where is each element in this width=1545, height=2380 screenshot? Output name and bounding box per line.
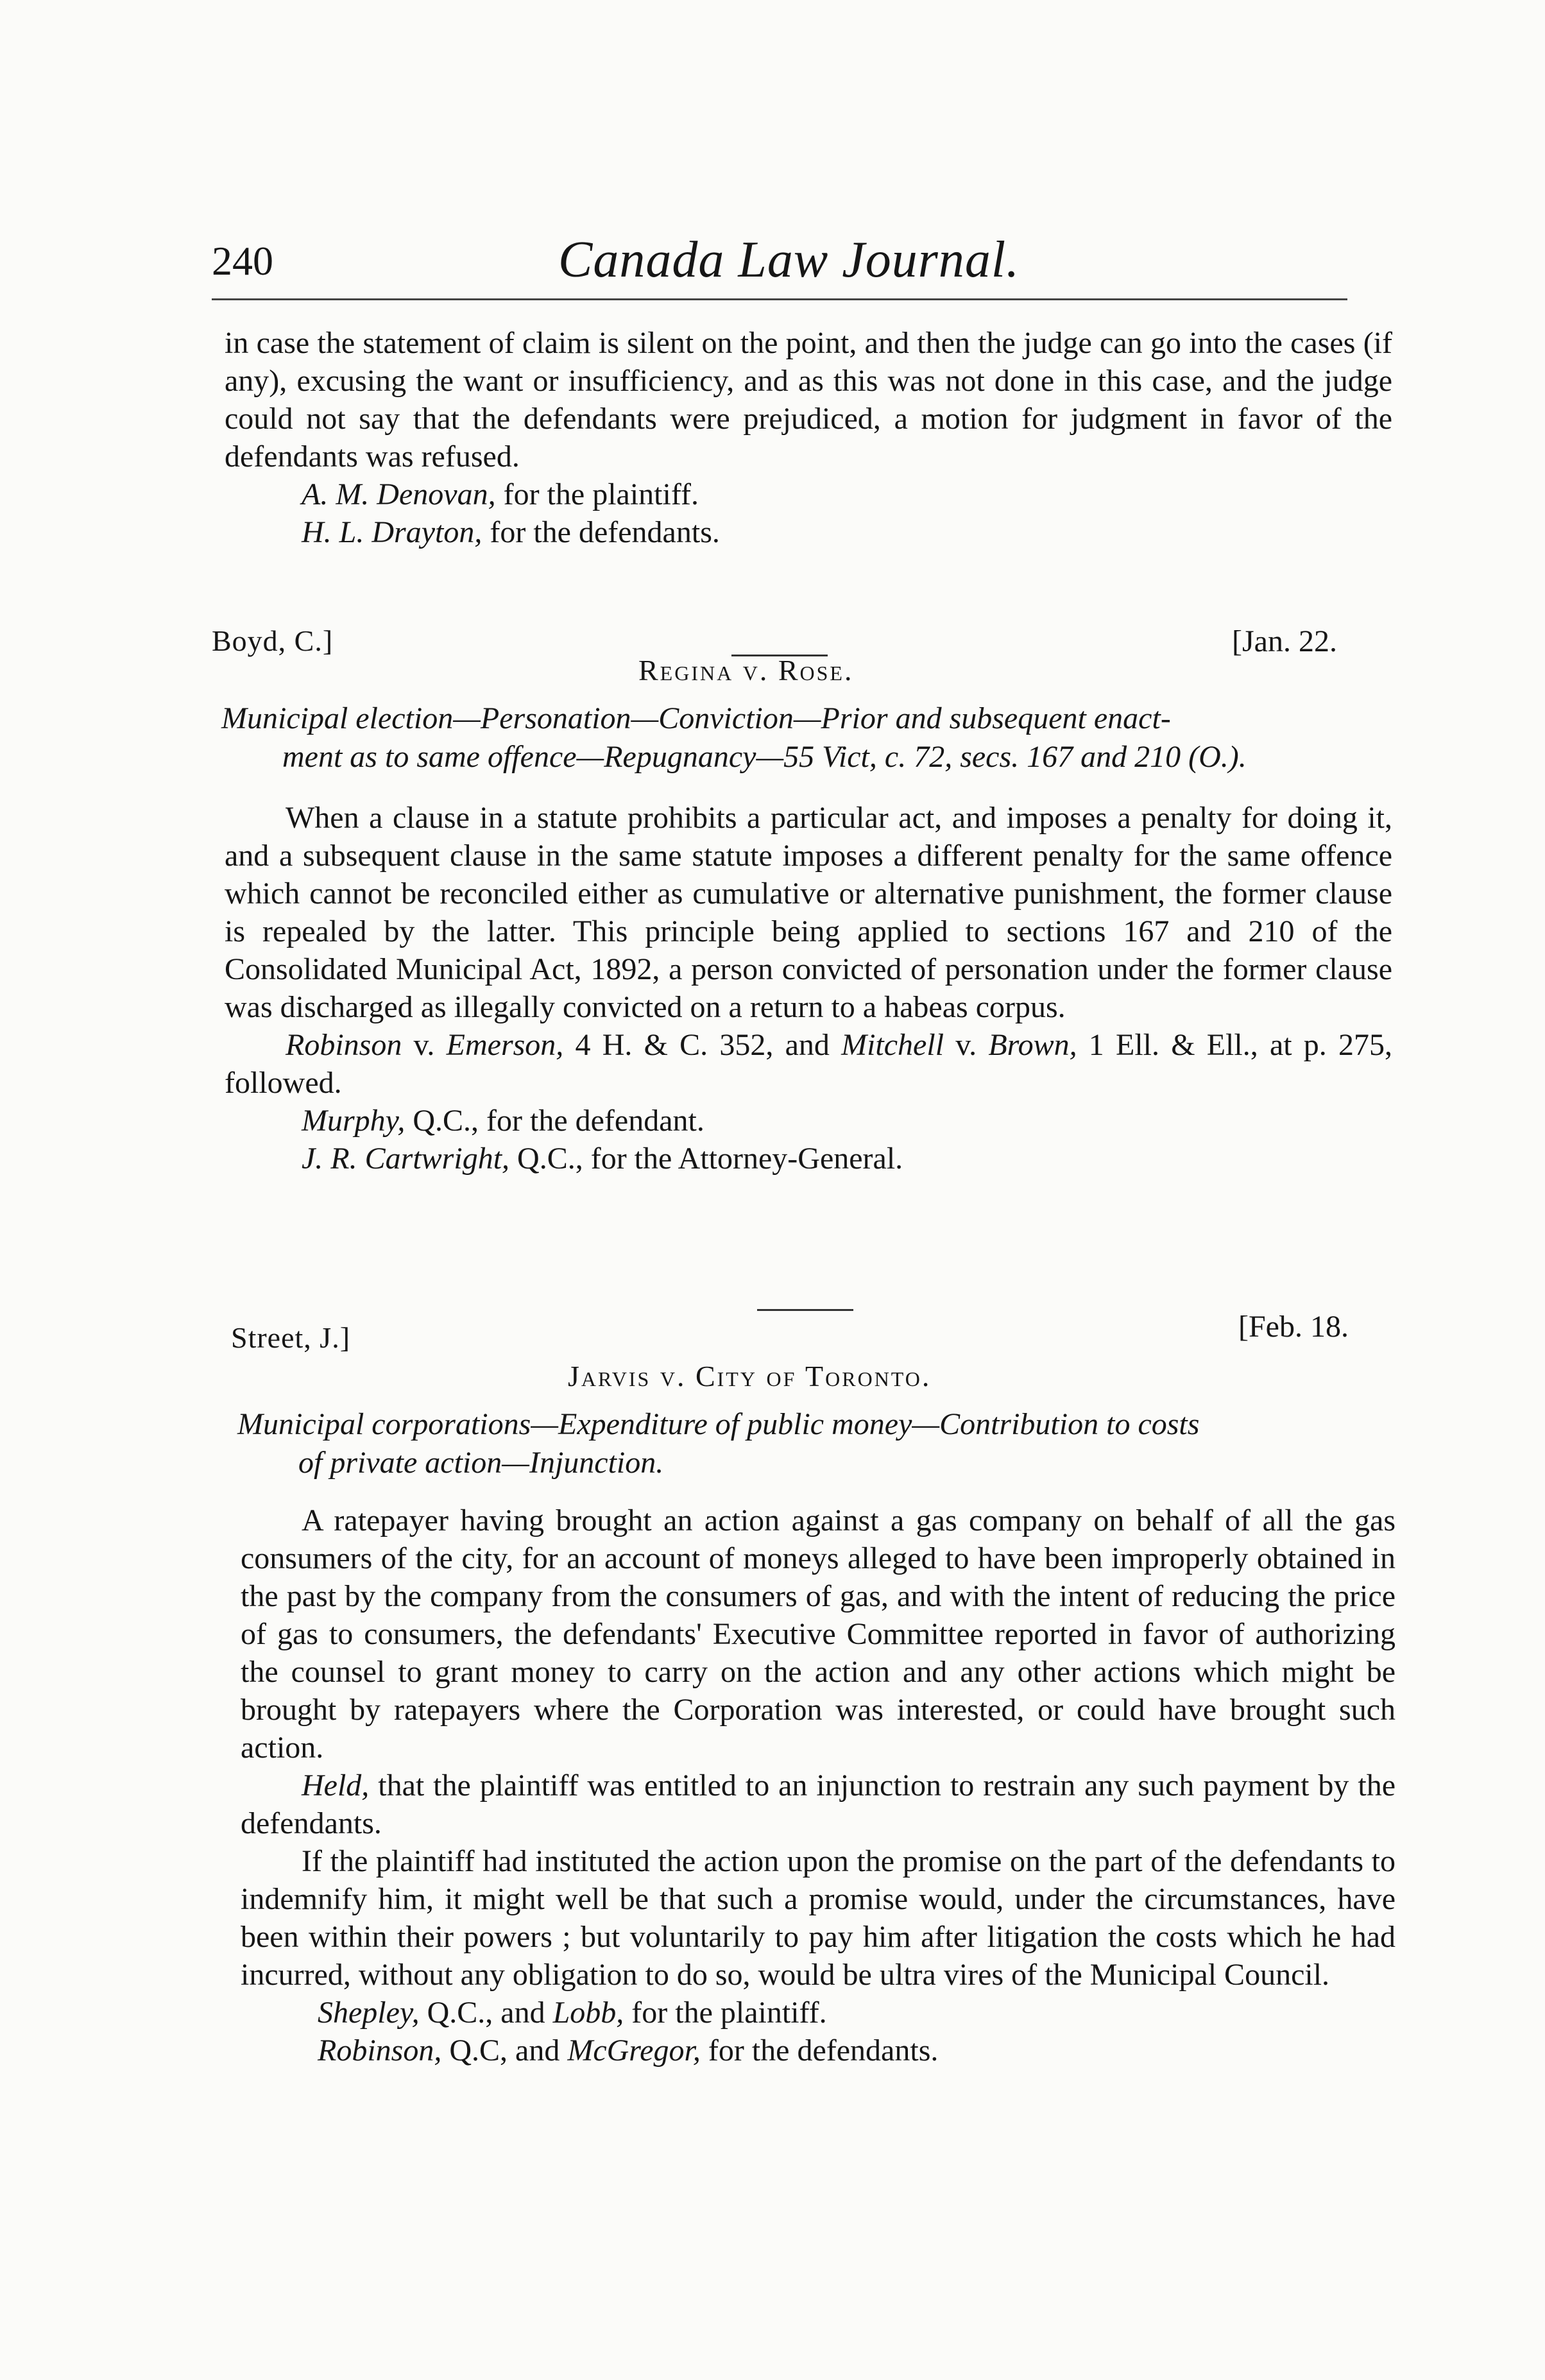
case-title: Regina v. Rose.	[638, 654, 854, 687]
case-headnote	[237, 1405, 1392, 1482]
citation-paragraph	[225, 1026, 1392, 1102]
counsel-name: McGregor,	[567, 2033, 701, 2068]
citation-text: 1 Ell. & Ell., at p. 275, followed.	[225, 1028, 1392, 1100]
page-header	[212, 231, 1347, 295]
counsel-name: Shepley,	[318, 1996, 420, 2030]
counsel-name: Robinson,	[318, 2033, 442, 2068]
headnote-line: of private action—Injunction.	[298, 1446, 664, 1480]
case-body	[225, 799, 1392, 1177]
counsel-role: for the plaintiff.	[495, 477, 699, 511]
case-body	[241, 1502, 1396, 2069]
case-headnote	[221, 699, 1396, 776]
decision-date: [Jan. 22.	[1232, 624, 1337, 658]
counsel-role: for the defendants.	[700, 2033, 939, 2068]
case-paragraph	[241, 1767, 1396, 1842]
citation-text: v.	[402, 1028, 447, 1062]
counsel-line	[302, 1102, 1392, 1140]
headnote-line: Municipal corporations—Expenditure of public money—Contribution to costs	[237, 1407, 1200, 1441]
counsel-role: Q.C., for the Attorney-General.	[509, 1142, 903, 1176]
citation-party: Robinson	[286, 1028, 402, 1062]
journal-title: Canada Law Journal.	[558, 232, 1020, 288]
citation-text: v.	[944, 1028, 989, 1062]
section-separator	[757, 1309, 853, 1311]
judge-name: Street, J.]	[231, 1321, 351, 1354]
counsel-line	[318, 1994, 1396, 2032]
previous-case-continuation	[225, 324, 1392, 551]
counsel-name: Murphy,	[302, 1104, 405, 1138]
counsel-role: Q.C., and	[419, 1996, 553, 2030]
case-paragraph: If the plaintiff had instituted the action upon the promise on the part of the defendants to indemnify him, it might well be that such a promise would, under the circumstances, have been within their powers ; but voluntarily to pay him after litigation the costs which he had incurred, without any obligation to do so, would be ultra vires of the Municipal Council.	[241, 1844, 1396, 1992]
continuation-paragraph: in case the statement of claim is silent on the point, and then the judge can go into the cases (if any), excusing the want or insufficiency, and as this was not done in this case, and the judge could not say that the defendants were prejudiced, a motion for judgment in favor of the defendants was refused.	[225, 326, 1392, 474]
case-title: Jarvis v. City of Toronto.	[568, 1360, 932, 1392]
judge-name: Boyd, C.]	[212, 624, 334, 657]
headnote-line: Municipal election—Personation—Conviction—Prior and subsequent enact-	[221, 701, 1171, 735]
counsel-name: Lobb,	[552, 1996, 624, 2030]
page-number: 240	[212, 238, 273, 284]
citation-party: Mitchell	[841, 1028, 944, 1062]
counsel-line	[318, 2032, 1396, 2069]
counsel-name: H. L. Drayton,	[302, 515, 482, 549]
decision-date: [Feb. 18.	[1238, 1310, 1349, 1344]
counsel-line	[302, 513, 1392, 551]
counsel-role: for the defendants.	[482, 515, 720, 549]
citation-party: Emerson,	[446, 1028, 564, 1062]
counsel-name: A. M. Denovan,	[302, 477, 496, 511]
counsel-line	[302, 475, 1392, 513]
headnote-line: ment as to same offence—Repugnancy—55 Vict, c. 72, secs. 167 and 210 (O.).	[282, 740, 1247, 774]
case-paragraph: A ratepayer having brought an action against a gas company on behalf of all the gas consumers of the city, for an account of moneys alleged to have been improperly obtained in the past by the company from the consumers of gas, and with the intent of reducing the price of gas to consumers, the defendants' Executive Committee reported in favor of authorizing the counsel to grant money to carry on the action and any other actions which might be brought by ratepayers where the Corporation was interested, or could have brought such action.	[241, 1503, 1396, 1765]
counsel-role: Q.C., for the defendant.	[405, 1104, 704, 1138]
counsel-role: for the plaintiff.	[624, 1996, 827, 2030]
header-rule	[212, 298, 1347, 300]
citation-text: 4 H. & C. 352, and	[563, 1028, 842, 1062]
counsel-role: Q.C, and	[441, 2033, 568, 2068]
citation-party: Brown,	[988, 1028, 1077, 1062]
counsel-name: J. R. Cartwright,	[302, 1142, 510, 1176]
counsel-line	[302, 1140, 1392, 1177]
held-text: that the plaintiff was entitled to an injunction to restrain any such payment by the defendants.	[241, 1768, 1396, 1840]
case-paragraph: When a clause in a statute prohibits a particular act, and imposes a penalty for doing it, and a subsequent clause in the same statute imposes a different penalty for the same offence which cannot be reconciled either as cumulative or alternative punishment, the former clause is repealed by the latter. This principle being applied to sections 167 and 210 of the Consolidated Municipal Act, 1892, a person convicted of personation under the former clause was discharged as illegally convicted on a return to a habeas corpus.	[225, 801, 1392, 1024]
held-label: Held,	[302, 1768, 370, 1802]
